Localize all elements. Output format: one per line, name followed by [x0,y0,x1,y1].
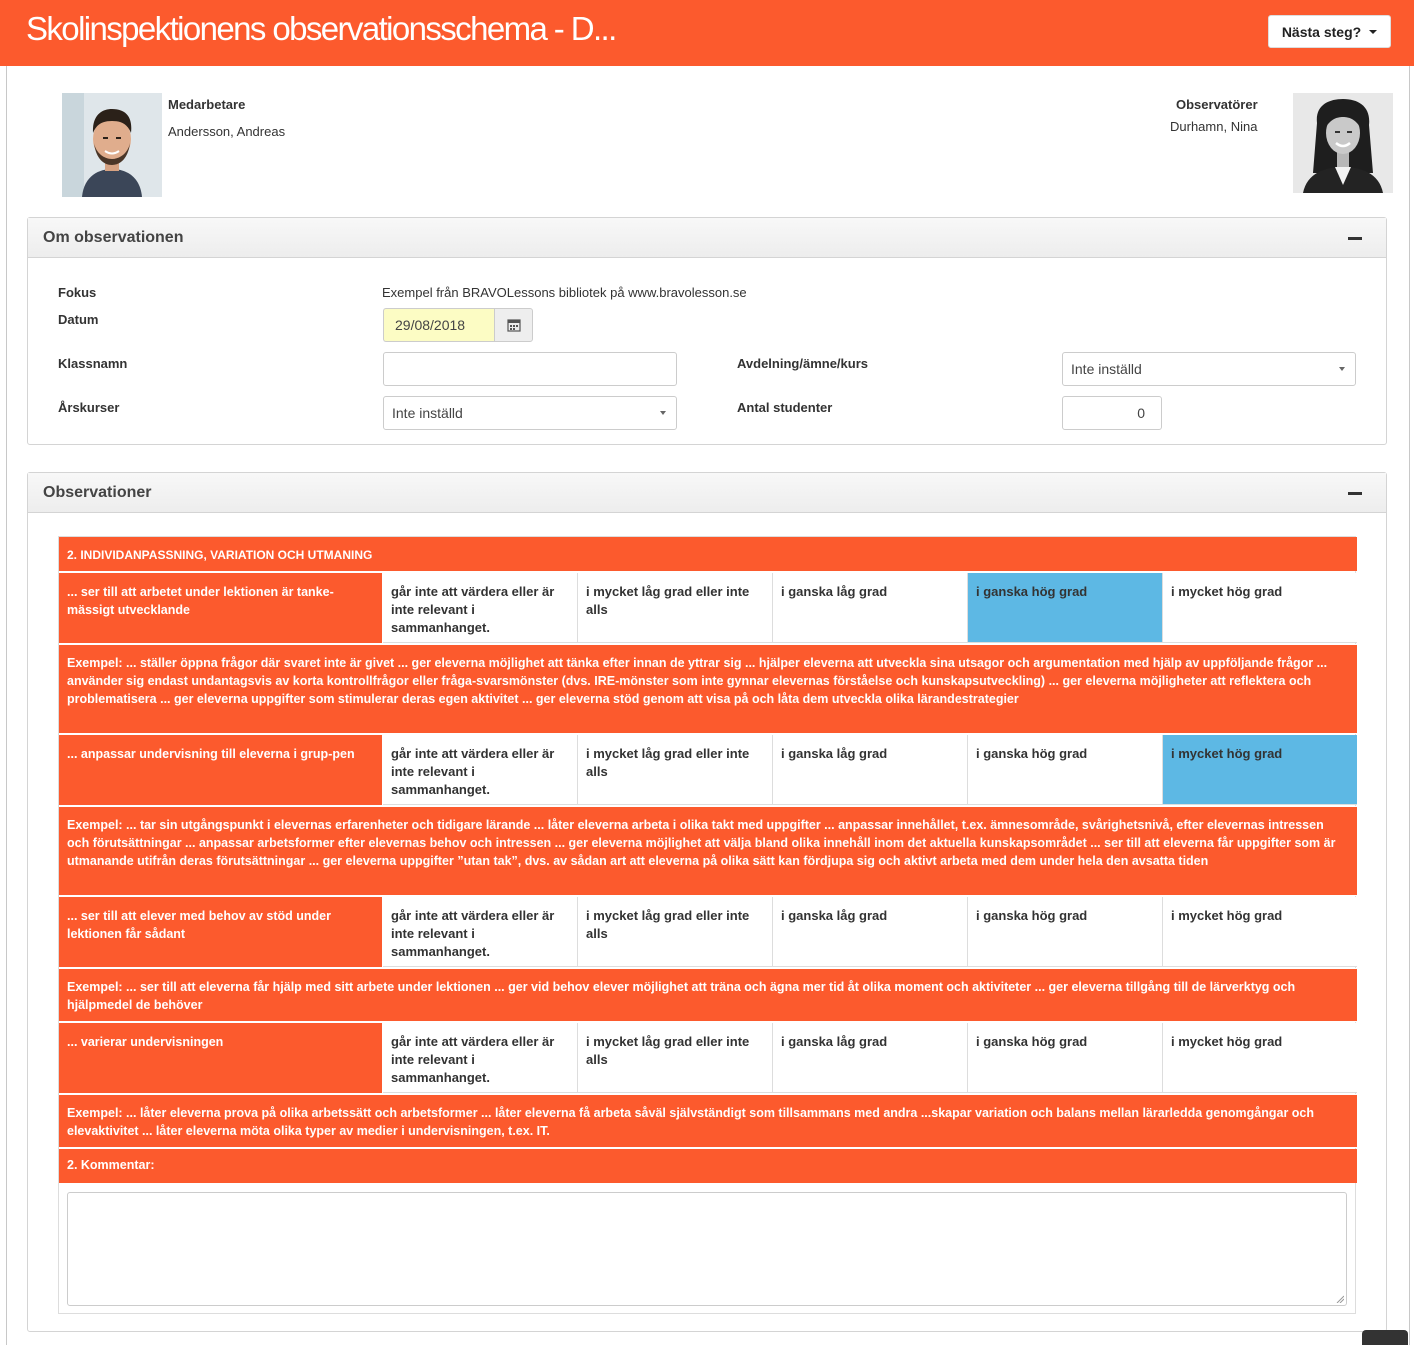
comment-label: 2. Kommentar: [59,1149,1357,1183]
focus-value: Exempel från BRAVOLessons bibliotek på www.bravolesson.se [382,285,747,300]
rating-cell[interactable]: i mycket hög grad [1163,735,1357,805]
focus-label: Fokus [58,285,97,300]
year-value: Inte inställd [392,405,463,421]
example-text: Exempel: ... ser till att eleverna får hjälp med sitt arbete under lektionen ... ger vid behov elever möjlighet att träna och ägna mer tid åt olika moment och aktiviteter ... ger eleverna tillgång till de lärverktyg och hjälpmedel de behöver [59,968,1357,1022]
rating-cell[interactable]: i ganska hög grad [968,735,1163,805]
calendar-icon [507,318,521,332]
example-text: Exempel: ... tar sin utgångspunkt i elevernas erfarenheter och tidigare lärande ... låter eleverna arbeta i olika takt med uppgifter ... anpassar innehållet, t.ex. ämnesområde, svårighetsnivå, efter elevernas intressen och förutsättningar ... anpassar arbetsformer efter elevernas behov och intressen ... ger eleverna möjlighet att välja bland olika innehåll inom det aktuella kunskapsområdet ... ser till att eleverna får uppgifter som är utmanande utifrån deras förutsättningar ... ger eleverna uppgifter ”utan tak”, dvs. av sådan art att eleverna på olika sätt kan fördjupa sig och aktivt arbeta med dem under hela den avsatta tiden [59,806,1357,896]
comment-textarea[interactable] [67,1192,1347,1306]
example-text: Exempel: ... ställer öppna frågor där svaret inte är givet ... ger eleverna möjlighet att tänka efter innan de yttrar sig ... hjälper eleverna att utveckla sina utsagor och argumentation med hjälp av uppföljande frågor ... använder sig endast undantagsvis av korta kontrollfrågor eller fråga-svarsmönster (dvs. IRE-mönster som inte gynnar elevernas förståelse och kunskapsutveckling) ... ger eleverna möjligheter att reflektera och problematisera ... ger eleverna uppgifter som stimulerar deras egen aktivitet ... ger eleverna stöd genom att visa på och låta dem utveckla olika lärandestrategier [59,644,1357,734]
rating-cell[interactable]: i mycket låg grad eller inte alls [578,897,773,967]
next-step-label: Nästa steg? [1281,23,1362,40]
section-title: 2. INDIVIDANPASSNING, VARIATION OCH UTMANING [59,537,1357,571]
rating-cell[interactable]: i ganska låg grad [773,897,968,967]
rating-cell[interactable]: i mycket hög grad [1163,573,1357,643]
date-input[interactable] [383,308,495,342]
about-panel-title: Om observationen [43,229,184,246]
rating-cell[interactable]: i ganska låg grad [773,573,968,643]
observations-panel-header[interactable] [28,473,1386,513]
rating-cell[interactable]: går inte att värdera eller är inte relevant i sammanhanget. [383,573,578,643]
criterion-label: ... varierar undervisningen [59,1023,383,1093]
criterion-label: ... ser till att elever med behov av stöd under lektionen får sådant [59,897,383,967]
select-caret-icon [1339,367,1345,371]
class-label: Klassnamn [58,356,128,371]
rating-cell[interactable]: i mycket låg grad eller inte alls [578,735,773,805]
date-value: 29/08/2018 [395,317,466,333]
students-input[interactable] [1062,396,1162,430]
rating-cell[interactable]: i ganska hög grad [968,1023,1163,1093]
caret-down-icon [1369,30,1377,34]
dept-select[interactable] [1062,352,1356,386]
criterion-label: ... anpassar undervisning till eleverna i grup-pen [59,735,383,805]
rating-cell[interactable]: i mycket låg grad eller inte alls [578,1023,773,1093]
year-select[interactable] [383,396,677,430]
about-panel-header[interactable] [28,218,1386,258]
calendar-button[interactable] [494,308,533,342]
about-panel [27,217,1387,445]
collapse-icon[interactable] [1348,237,1362,240]
rating-cell[interactable]: i mycket hög grad [1163,897,1357,967]
observation-table [58,536,1356,1314]
date-label: Datum [58,312,99,327]
select-caret-icon [660,411,666,415]
rating-cell[interactable]: i ganska hög grad [968,573,1163,643]
students-value: 0 [1137,405,1145,421]
rating-cell[interactable]: i ganska låg grad [773,1023,968,1093]
example-text: Exempel: ... låter eleverna prova på olika arbetssätt och arbetsformer ... låter eleverna få arbeta såväl självständigt som tillsammans med andra ...skapar variation och balans mellan lärarledda genomgångar och elevaktivitet ... låter eleverna möta olika typer av medier i undervisningen, t.ex. IT. [59,1094,1357,1148]
criterion-label: ... ser till att arbetet under lektionen är tanke-mässigt utvecklande [59,573,383,643]
rating-cell[interactable]: i ganska hög grad [968,897,1163,967]
page-title: Skolinspektionens observationsschema - D... [26,10,616,47]
next-step-button[interactable] [1268,15,1391,48]
employee-name: Andersson, Andreas [168,124,286,139]
resize-grip-icon[interactable] [1336,1295,1344,1303]
observer-avatar [1293,93,1393,193]
rating-cell[interactable]: i mycket låg grad eller inte alls [578,573,773,643]
dept-label: Avdelning/ämne/kurs [737,356,868,371]
top-bar [0,0,1414,66]
class-input[interactable] [383,352,677,386]
rating-cell[interactable]: går inte att värdera eller är inte relevant i sammanhanget. [383,1023,578,1093]
observations-panel-title: Observationer [43,484,152,501]
collapse-icon[interactable] [1348,492,1362,495]
employee-label: Medarbetare [168,97,246,112]
observers-label: Observatörer [1176,97,1258,112]
observer-name: Durhamn, Nina [1170,119,1258,134]
rating-cell[interactable]: går inte att värdera eller är inte relevant i sammanhanget. [383,735,578,805]
year-label: Årskurser [58,400,120,415]
corner-widget[interactable] [1362,1330,1408,1345]
dept-value: Inte inställd [1071,361,1142,377]
employee-avatar [62,93,162,197]
rating-cell[interactable]: i mycket hög grad [1163,1023,1357,1093]
students-label: Antal studenter [737,400,833,415]
rating-cell[interactable]: i ganska låg grad [773,735,968,805]
rating-cell[interactable]: går inte att värdera eller är inte relevant i sammanhanget. [383,897,578,967]
